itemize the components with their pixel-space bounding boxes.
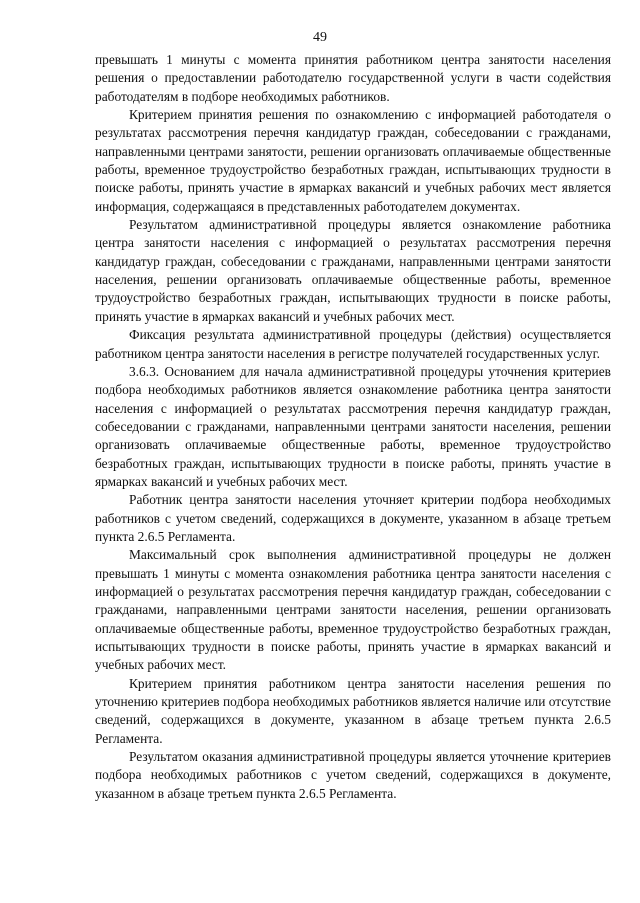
paragraph-section-3-6-3: 3.6.3. Основанием для начала административной процедуры уточнения критериев подбора необходимых работников является ознакомление работника центра занятости населения с информацией о результатах рассмотрения перечня кандидатур граждан, собеседовании с гражданами, направленными центрами занятости населения, решении организовать оплачиваемые общественные работы, временное трудоустройство безработных граждан, испытывающих трудности в поиске работы, принять участие в ярмарках вакансий и учебных рабочих мест. (95, 363, 611, 489)
paragraph-refinement-criterion: Критерием принятия работником центра занятости населения решения по уточнению критериев подбора необходимых работников является наличие или отсутствие сведений, содержащихся в документе, указанном в абзаце третьем пункта 2.6.5 Регламента. (95, 675, 611, 746)
body-text (95, 51, 611, 803)
paragraph-decision-criterion: Критерием принятия решения по ознакомлению с информацией работодателя о результатах рассмотрения перечня кандидатур граждан, собеседовании с гражданами, направленными центрами занятости, решении организовать оплачиваемые общественные работы, временное трудоустройство безработных граждан, испытывающих трудности в поиске работы, принять участие в ярмарках вакансий и учебных рабочих мест является информация, содержащаяся в представленных работодателем документах. (95, 107, 611, 214)
paragraph-continuation: превышать 1 минуты с момента принятия работником центра занятости населения решения о предоставлении работодателю государственной услуги в части содействия работодателям в подборе необходимых работников. (95, 52, 611, 104)
page-number: 49 (313, 30, 327, 45)
paragraph-max-duration: Максимальный срок выполнения административной процедуры не должен превышать 1 минуты с момента ознакомления работника центра занятости населения с информацией о результатах рассмотрения перечня кандидатур граждан, собеседовании с гражданами, направленными центрами занятости населения, решении организовать оплачиваемые общественные работы, временное трудоустройство безработных граждан, испытывающих трудности в поиске работы, принять участие в ярмарках вакансий и учебных рабочих мест. (95, 547, 611, 673)
paragraph-refinement-result: Результатом оказания административной процедуры является уточнение критериев подбора необходимых работников с учетом сведений, содержащихся в документе, указанном в абзаце третьем пункта 2.6.5 Регламента. (95, 749, 611, 801)
paragraph-criteria-refinement: Работник центра занятости населения уточняет критерии подбора необходимых работников с учетом сведений, содержащихся в документе, указанном в абзаце третьем пункта 2.6.5 Регламента. (95, 492, 611, 544)
paragraph-procedure-result: Результатом административной процедуры является ознакомление работника центра занятости населения с информацией о результатах рассмотрения перечня кандидатур граждан, собеседовании с гражданами, направленными центрами занятости населения, решении организовать оплачиваемые общественные работы, временное трудоустройство безработных граждан, испытывающих трудности в поиске работы, принять участие в ярмарках вакансий и учебных рабочих мест. (95, 217, 611, 324)
paragraph-result-recording: Фиксация результата административной процедуры (действия) осуществляется работником центра занятости населения в регистре получателей государственных услуг. (95, 327, 611, 361)
